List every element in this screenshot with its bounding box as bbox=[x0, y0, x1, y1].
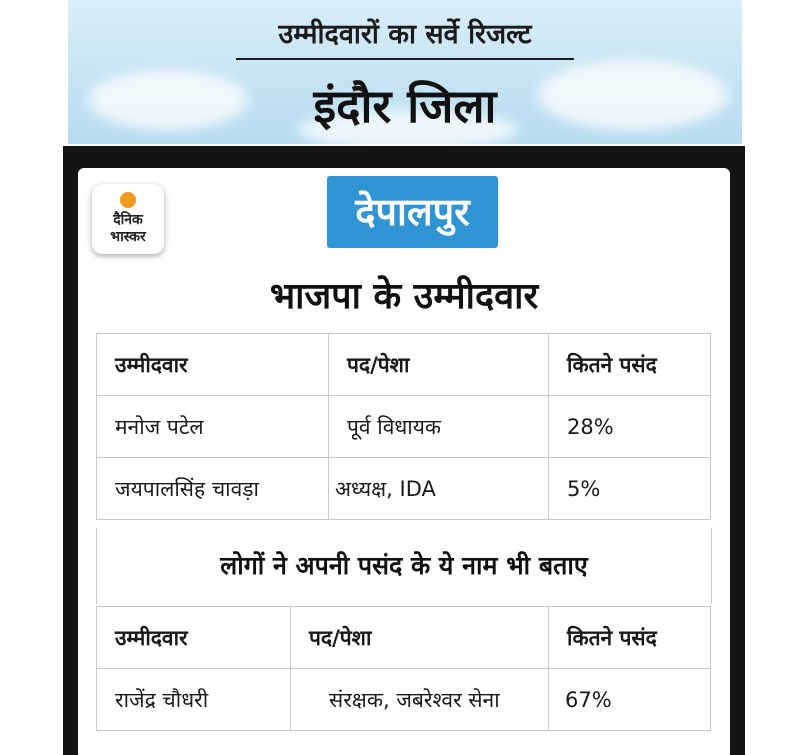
survey-title: उम्मीदवारों का सर्वे रिजल्ट bbox=[278, 19, 532, 50]
table-row bbox=[97, 458, 711, 520]
candidate-name: राजेंद्र चौधरी bbox=[97, 669, 291, 731]
sun-dot-icon bbox=[120, 192, 136, 208]
candidate-share: 28% bbox=[549, 396, 711, 458]
bjp-candidates-heading: भाजपा के उम्मीदवार bbox=[269, 276, 539, 317]
candidate-share: 67% bbox=[549, 669, 711, 731]
bjp-candidates-table bbox=[96, 333, 711, 520]
candidate-share: 5% bbox=[549, 458, 711, 520]
column-header-share: कितने पसंद bbox=[549, 607, 711, 669]
candidate-name: जयपालसिंह चावड़ा bbox=[97, 458, 329, 520]
column-header-post: पद/पेशा bbox=[291, 607, 549, 669]
column-header-share: कितने पसंद bbox=[549, 334, 711, 396]
column-header-post: पद/पेशा bbox=[329, 334, 549, 396]
candidate-post: पूर्व विधायक bbox=[329, 396, 549, 458]
table-header-row bbox=[97, 607, 711, 669]
public-choice-table bbox=[96, 606, 711, 731]
table-header-row bbox=[97, 334, 711, 396]
candidate-post: संरक्षक, जबरेश्वर सेना bbox=[291, 669, 549, 731]
header-banner bbox=[68, 0, 742, 144]
dainik-bhaskar-logo bbox=[92, 184, 164, 254]
column-header-candidate: उम्मीदवार bbox=[97, 334, 329, 396]
table-row bbox=[97, 669, 711, 731]
district-title: इंदौर जिला bbox=[313, 79, 497, 133]
column-header-candidate: उम्मीदवार bbox=[97, 607, 291, 669]
constituency-badge: देपालपुर bbox=[327, 176, 498, 248]
candidate-post: अध्यक्ष, IDA bbox=[329, 458, 549, 520]
title-divider bbox=[236, 58, 574, 60]
public-choice-heading: लोगों ने अपनी पसंद के ये नाम भी बताए bbox=[96, 528, 712, 604]
logo-text: दैनिक भास्कर bbox=[110, 212, 146, 245]
table-row bbox=[97, 396, 711, 458]
candidate-name: मनोज पटेल bbox=[97, 396, 329, 458]
